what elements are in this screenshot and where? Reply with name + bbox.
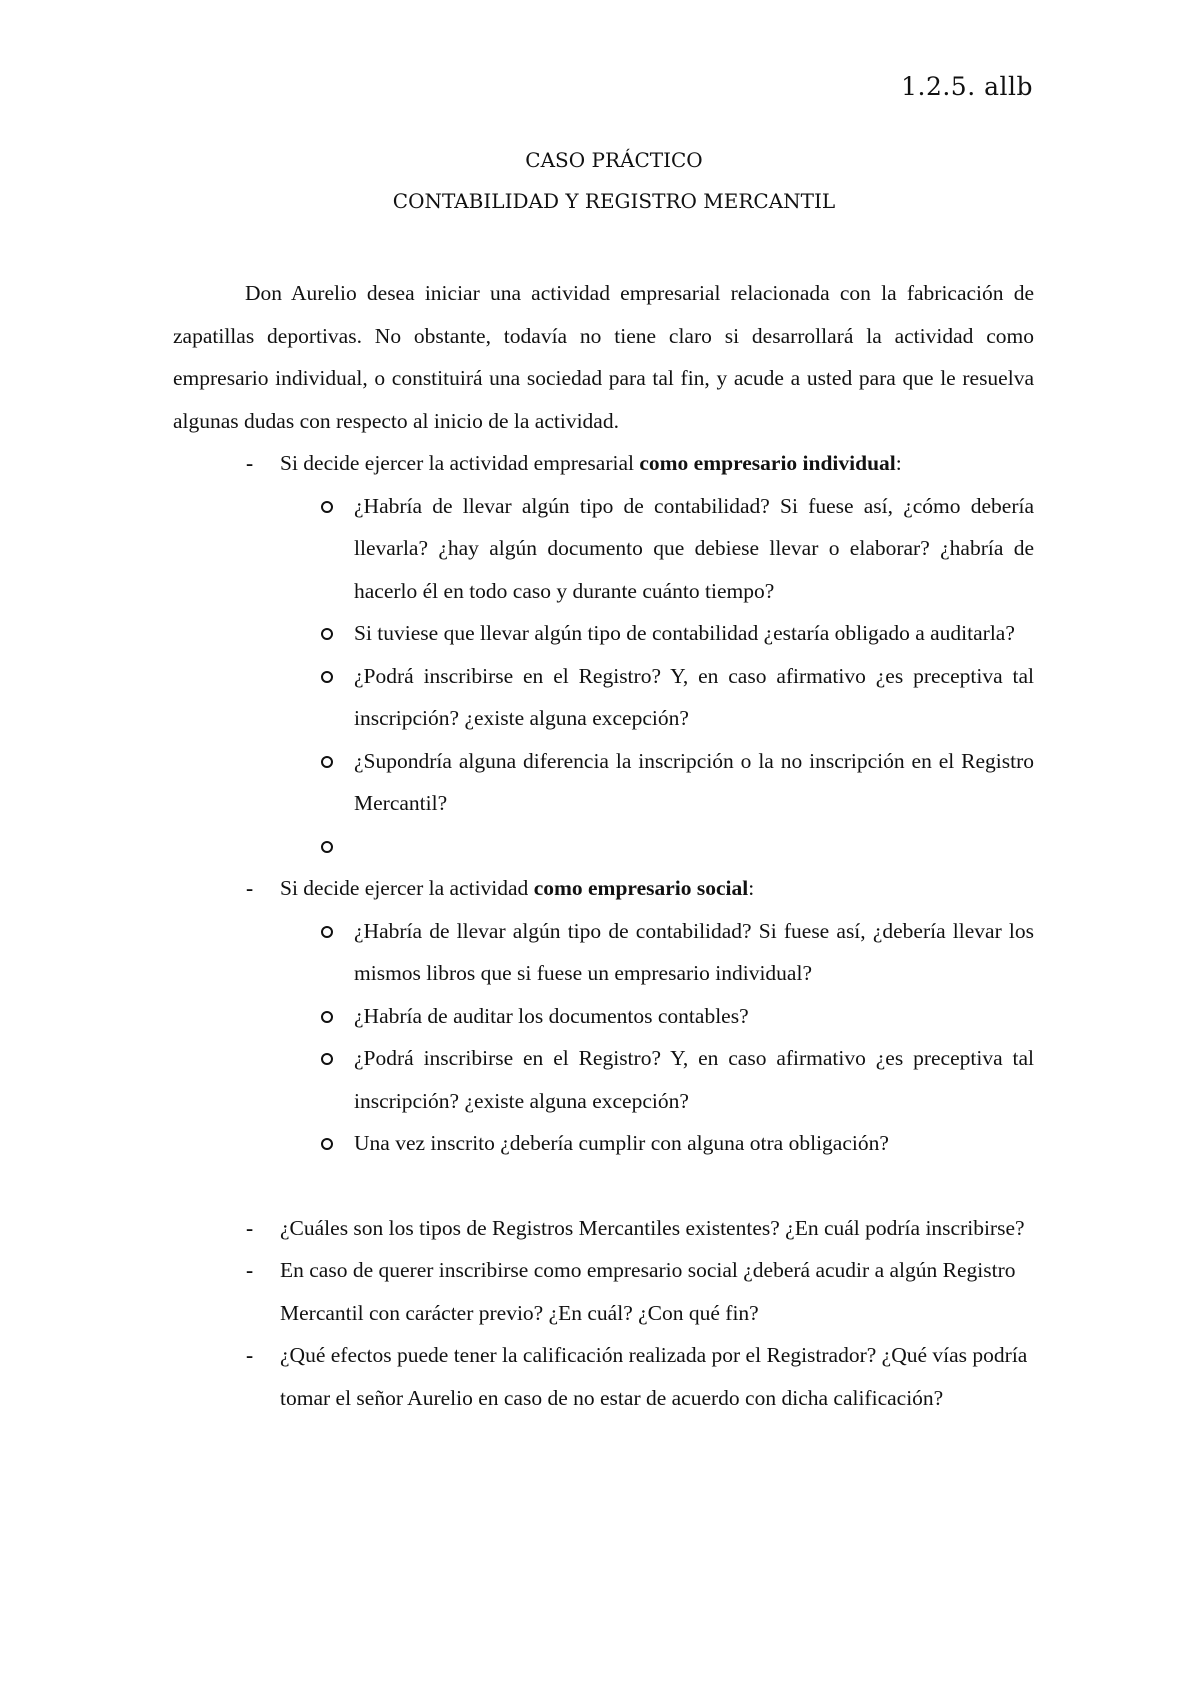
dash-bullet: - <box>246 876 254 900</box>
dash-bullet: - <box>246 1215 254 1240</box>
section-lead: Si decide ejercer la actividad empresarial <box>280 451 640 475</box>
sublist-social <box>280 910 1034 1165</box>
item-text: ¿Podrá inscribirse en el Registro? Y, en caso afirmativo ¿es preceptiva tal inscripción? ¿existe alguna excepción? <box>354 1046 1034 1113</box>
item-text: Una vez inscrito ¿debería cumplir con alguna otra obligación? <box>354 1131 889 1155</box>
list-item <box>173 655 1034 740</box>
document-body <box>173 272 1034 1419</box>
circle-bullet-icon <box>321 671 333 683</box>
list-item-empty <box>173 825 1034 868</box>
question-text: ¿Qué efectos puede tener la calificación realizada por el Registrador? ¿Qué vías podría tomar el señor Aurelio en caso de no estar de acuerdo con dicha calificación? <box>280 1343 1028 1410</box>
section-tail: : <box>895 451 902 475</box>
item-text: ¿Habría de llevar algún tipo de contabilidad? Si fuese así, ¿cómo debería llevarla? ¿hay algún documento que debiese llevar o elaborar? ¿habría de hacerlo él en todo caso y durante cuánto tiempo? <box>354 493 1034 603</box>
question-item <box>173 1207 1034 1250</box>
item-text: ¿Habría de auditar los documentos contables? <box>354 1003 749 1028</box>
item-text: ¿Habría de llevar algún tipo de contabilidad? Si fuese así, ¿debería llevar los mismos libros que si fuese un empresario individual? <box>354 918 1034 985</box>
circle-bullet-icon <box>321 628 333 640</box>
main-list <box>173 442 1034 1419</box>
list-item <box>173 612 1034 655</box>
circle-bullet-icon <box>321 841 333 853</box>
section-lead: Si decide ejercer la actividad <box>280 876 534 900</box>
dash-bullet: - <box>246 1343 254 1367</box>
circle-bullet-icon <box>321 1138 333 1150</box>
question-item <box>173 1249 1034 1334</box>
list-item <box>173 1122 1034 1165</box>
title-line-1: CASO PRÁCTICO <box>525 148 703 172</box>
list-item <box>173 740 1034 825</box>
question-text: ¿Cuáles son los tipos de Registros Mercantiles existentes? ¿En cuál podría inscribirse? <box>280 1215 1025 1240</box>
section-individual <box>173 442 1034 867</box>
document-code: 1.2.5. allb <box>901 72 1033 101</box>
question-text: En caso de querer inscribirse como empresario social ¿deberá acudir a algún Registro Mercantil con carácter previo? ¿En cuál? ¿Con qué fin? <box>280 1258 1016 1325</box>
section-tail: : <box>748 876 755 900</box>
question-item <box>173 1334 1034 1419</box>
list-item <box>173 485 1034 613</box>
circle-bullet-icon <box>321 501 333 513</box>
sublist-individual <box>280 485 1034 868</box>
title-line-2: CONTABILIDAD Y REGISTRO MERCANTIL <box>392 189 836 213</box>
section-bold: como empresario individual <box>639 451 896 475</box>
list-item <box>173 910 1034 995</box>
list-item <box>173 995 1034 1038</box>
item-text: Si tuviese que llevar algún tipo de contabilidad ¿estaría obligado a auditarla? <box>354 621 1015 645</box>
dash-bullet: - <box>246 1258 254 1282</box>
section-social <box>173 867 1034 1165</box>
circle-bullet-icon <box>321 1053 333 1065</box>
dash-bullet: - <box>246 451 254 475</box>
section-bold: como empresario social <box>533 876 749 900</box>
list-item <box>173 1037 1034 1122</box>
item-text: ¿Podrá inscribirse en el Registro? Y, en caso afirmativo ¿es preceptiva tal inscripción? ¿existe alguna excepción? <box>354 663 1034 730</box>
circle-bullet-icon <box>321 926 333 938</box>
title-block <box>0 140 1200 222</box>
circle-bullet-icon <box>321 756 333 768</box>
circle-bullet-icon <box>321 1011 333 1023</box>
item-text: ¿Supondría alguna diferencia la inscripción o la no inscripción en el Registro Mercantil? <box>354 748 1034 815</box>
intro-paragraph: Don Aurelio desea iniciar una actividad empresarial relacionada con la fabricación de zapatillas deportivas. No obstante, todavía no tiene claro si desarrollará la actividad como empresario individual, o constituirá una sociedad para tal fin, y acude a usted para que le resuelva algunas dudas con respecto al inicio de la actividad. <box>173 281 1034 433</box>
